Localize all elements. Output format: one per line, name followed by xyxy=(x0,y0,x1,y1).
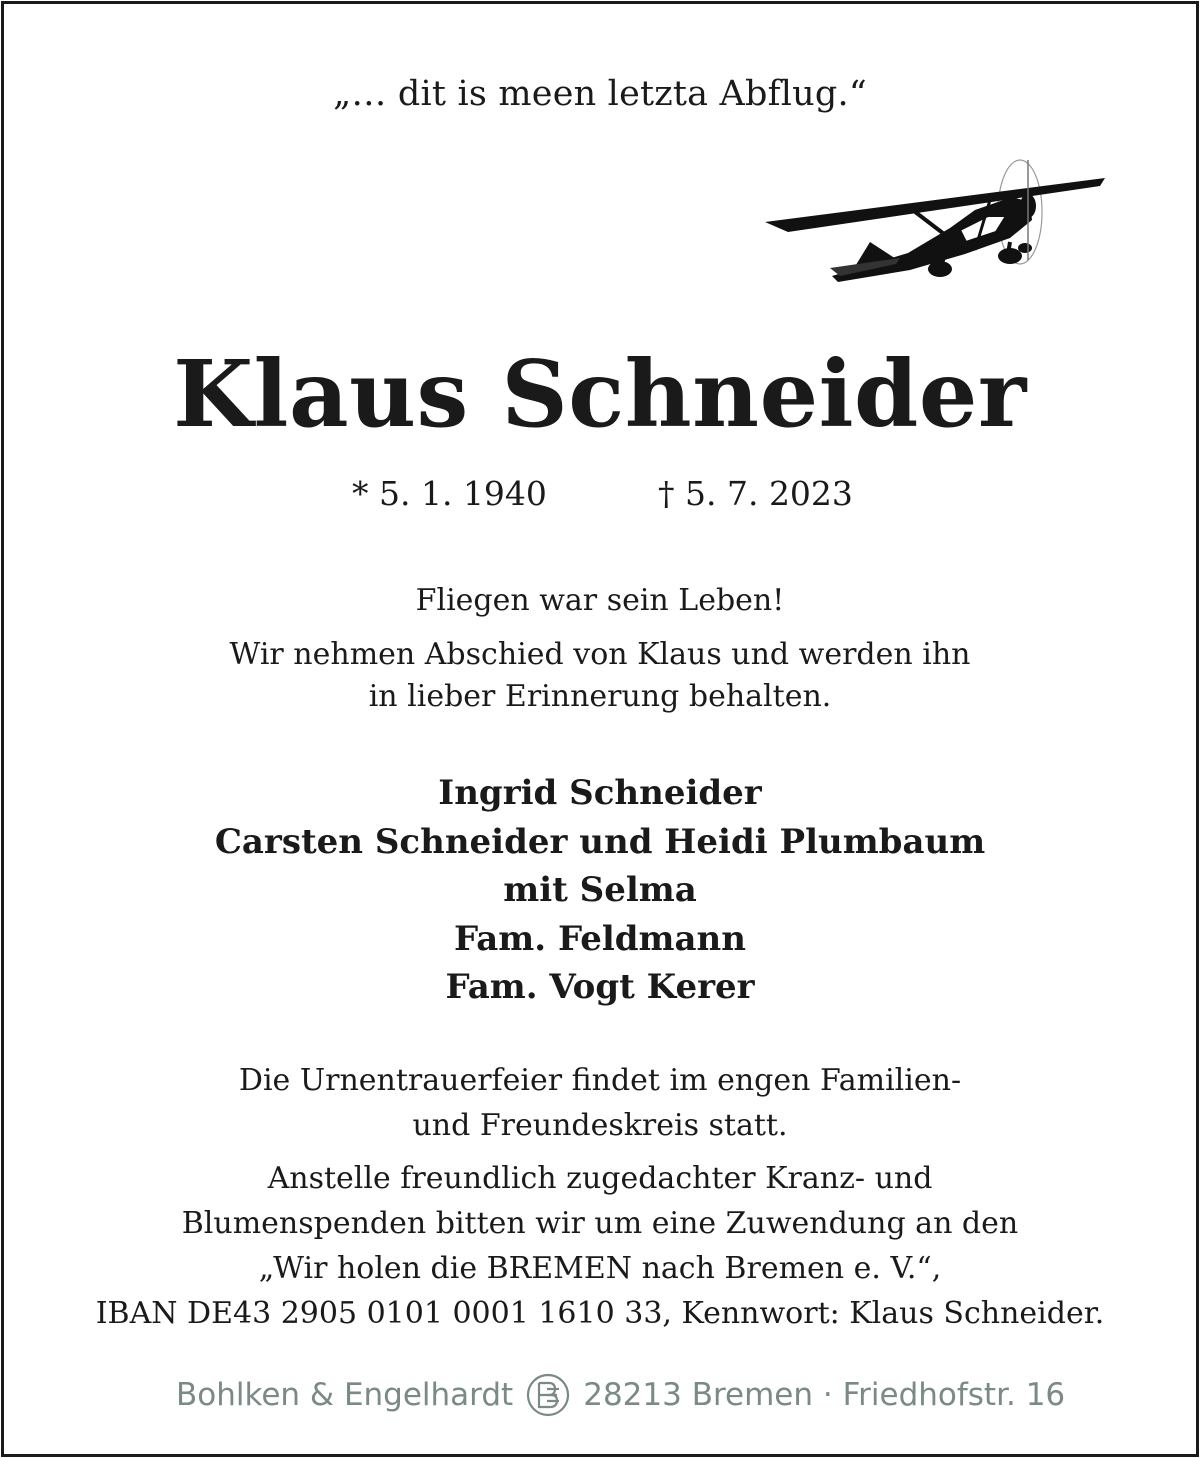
mourner-name: Carsten Schneider und Heidi Plumbaum xyxy=(214,821,986,862)
mourner-name: Ingrid Schneider xyxy=(438,773,762,813)
donation-info xyxy=(0,1156,1200,1336)
ceremony-info xyxy=(0,1058,1200,1148)
farewell-line-2: in lieber Erinnerung behalten. xyxy=(368,679,832,714)
ceremony-line-2: und Freundeskreis statt. xyxy=(412,1108,788,1143)
death-date: † 5. 7. 2023 xyxy=(658,474,853,513)
donation-line-4: IBAN DE43 2905 0101 0001 1610 33, Kennwort: Klaus Schneider. xyxy=(95,1296,1105,1331)
deceased-name: Klaus Schneider xyxy=(173,340,1027,448)
airplane-icon xyxy=(760,150,1110,290)
funeral-home-name: Bohlken & Engelhardt xyxy=(176,1377,514,1413)
funeral-home-logo-icon xyxy=(525,1372,571,1418)
motto xyxy=(0,580,1200,622)
donation-line-1: Anstelle freundlich zugedachter Kranz- und xyxy=(267,1161,933,1196)
donation-line-2: Blumenspenden bitten wir um eine Zuwendung an den xyxy=(181,1206,1019,1241)
funeral-home-footer xyxy=(176,1365,1065,1425)
mourners-list xyxy=(0,769,1200,1012)
mourner-name: mit Selma xyxy=(503,870,697,910)
farewell-line-1: Wir nehmen Abschied von Klaus und werden ihn xyxy=(229,637,971,672)
ceremony-line-1: Die Urnentrauerfeier findet im engen Familien- xyxy=(238,1063,962,1098)
quote: „… dit is meen letzta Abflug.“ xyxy=(333,74,867,114)
farewell-message xyxy=(0,634,1200,718)
funeral-home-address: 28213 Bremen · Friedhofstr. 16 xyxy=(583,1377,1066,1413)
mourner-name: Fam. Feldmann xyxy=(453,918,746,959)
motto-line: Fliegen war sein Leben! xyxy=(415,583,785,618)
birth-date: * 5. 1. 1940 xyxy=(352,474,547,513)
mourner-name: Fam. Vogt Kerer xyxy=(445,967,755,1007)
donation-line-3: „Wir holen die BREMEN nach Bremen e. V.“, xyxy=(258,1251,942,1286)
